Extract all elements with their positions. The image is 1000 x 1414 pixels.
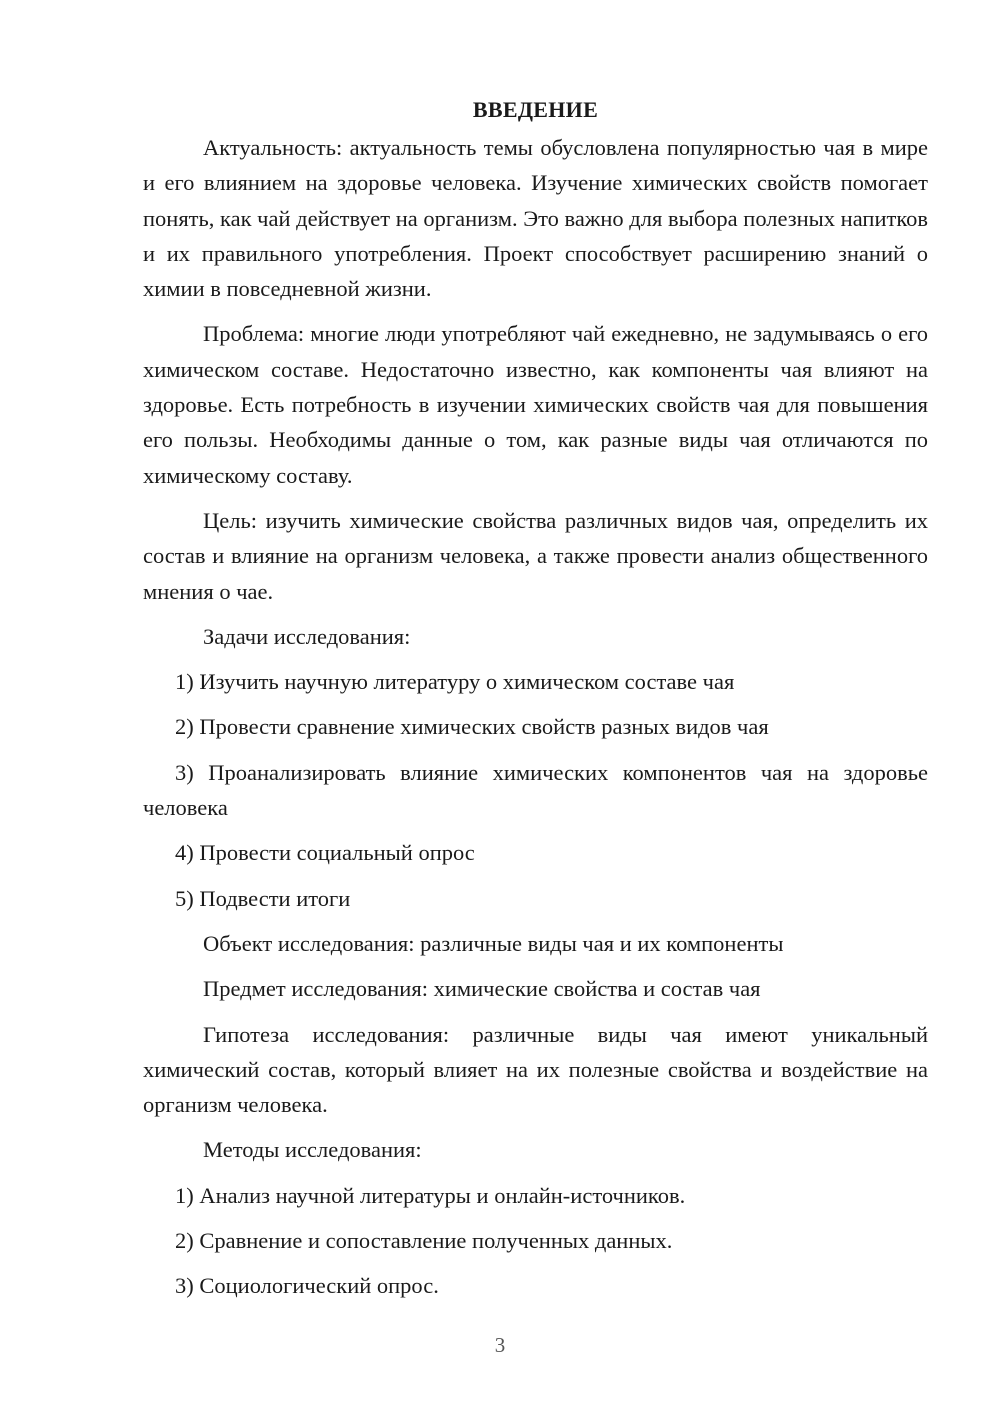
task-item: 4) Провести социальный опрос (175, 840, 475, 866)
task-item: 2) Провести сравнение химических свойств разных видов чая (175, 714, 769, 740)
section-title: ВВЕДЕНИЕ (472, 97, 599, 122)
subject-paragraph: Предмет исследования: химические свойства и состав чая (203, 976, 761, 1002)
problem-paragraph: Проблема: многие люди употребляют чай ежедневно, не задумываясь о его химическом составе. Недостаточно известно, как компоненты чая влияют на здоровье. Есть потребность в изучении химических свойств чая для повышения его пользы. Необходимы данные о том, как разные виды чая отличаются по химическому составу. (143, 321, 928, 488)
object-paragraph: Объект исследования: различные виды чая и их компоненты (203, 930, 784, 956)
tasks-heading: Задачи исследования: (203, 623, 411, 649)
goal-paragraph: Цель: изучить химические свойства различных видов чая, определить их состав и влияние на организм человека, а также провести анализ общественного мнения о чае. (143, 507, 928, 604)
task-item: 5) Подвести итоги (175, 885, 351, 911)
task-item: 3) Проанализировать влияние химических компонентов чая на здоровье человека (143, 759, 928, 821)
method-item: 3) Социологический опрос. (175, 1273, 439, 1299)
hypothesis-paragraph: Гипотеза исследования: различные виды чая имеют уникальный химический состав, который влияет на их полезные свойства и воздействие на организм человека. (143, 1021, 928, 1118)
method-item: 2) Сравнение и сопоставление полученных данных. (175, 1228, 673, 1254)
method-item: 1) Анализ научной литературы и онлайн-источников. (175, 1182, 686, 1208)
document-page (143, 92, 928, 1314)
relevance-paragraph: Актуальность: актуальность темы обусловлена популярностью чая в мире и его влиянием на здоровье человека. Изучение химических свойств помогает понять, как чай действует на организм. Это важно для выбора полезных напитков и их правильного употребления. Проект способствует расширению знаний о химии в повседневной жизни. (143, 135, 928, 302)
page-number: 3 (494, 1333, 506, 1357)
task-item: 1) Изучить научную литературу о химическом составе чая (175, 669, 735, 695)
methods-heading: Методы исследования: (203, 1137, 422, 1163)
